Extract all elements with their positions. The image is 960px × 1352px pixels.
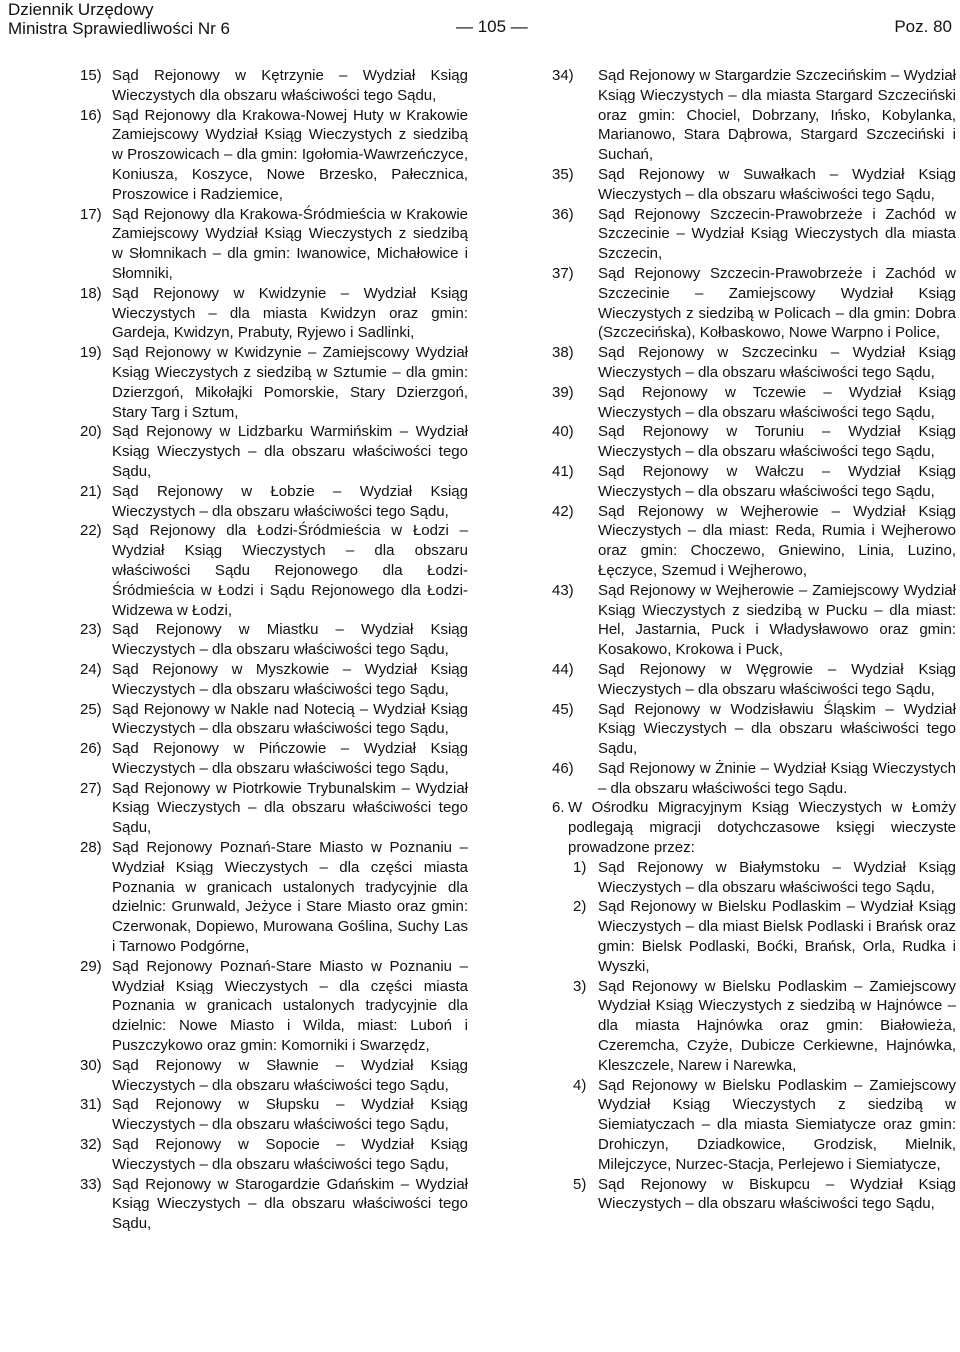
list-item	[80, 838, 468, 957]
item-text: Sąd Rejonowy w Suwałkach – Wydział Ksiąg Wieczystych – dla obszaru właściwości tego Sądu,	[598, 165, 956, 203]
item-text: Sąd Rejonowy w Sławnie – Wydział Ksiąg Wieczystych – dla obszaru właściwości tego Sądu,	[112, 1056, 468, 1094]
item-text: Sąd Rejonowy w Wodzisławiu Śląskim – Wydział Ksiąg Wieczystych – dla obszaru właściwości tego Sądu,	[598, 700, 956, 758]
list-item	[552, 581, 956, 660]
item-text: Sąd Rejonowy w Bielsku Podlaskim – Zamiejscowy Wydział Ksiąg Wieczystych z siedzibą w Siemiatyczach – dla miasta Siemiatycze oraz gmin: Drohiczyn, Dziadkowice, Grodzisk, Mielnik, Milejczyce, Nurzec-Stacja, Perlejewo i Siemiatycze,	[598, 1076, 956, 1173]
list-item	[552, 462, 956, 502]
list-item	[552, 502, 956, 581]
list-item	[80, 1175, 468, 1234]
left-column	[80, 66, 468, 1234]
item-text: Sąd Rejonowy w Kętrzynie – Wydział Ksiąg Wieczystych dla obszaru właściwości tego Sądu,	[112, 67, 468, 104]
item-number: 19)	[80, 344, 102, 362]
item-number: 5)	[573, 1175, 587, 1193]
item-number: 31)	[80, 1096, 102, 1114]
item-number: 34)	[552, 67, 574, 84]
item-text: Sąd Rejonowy w Bielsku Podlaskim – Zamiejscowy Wydział Ksiąg Wieczystych z siedzibą w Hajnówce – dla miasta Hajnówka oraz gmin: Białowieża, Czeremcha, Czyże, Dubicze Cerkiewne, Hajnówka, Kleszczele, Narew i Narewka,	[598, 977, 956, 1074]
list-item	[80, 1095, 468, 1135]
item-text: Sąd Rejonowy w Tczewie – Wydział Ksiąg Wieczystych – dla obszaru właściwości tego Sądu,	[598, 383, 956, 421]
list-item	[80, 284, 468, 343]
list-item	[552, 165, 956, 205]
item-text: Sąd Rejonowy Poznań-Stare Miasto w Poznaniu – Wydział Ksiąg Wieczystych – dla części miasta Poznania w granicach ustalonych tradycyjnie dla dzielnic: Grunwald, Jeżyce i Stare Miasto oraz gmin: Czerwonak, Dopiewo, Murowana Goślina, Suchy Las i Tarnowo Podgórne,	[112, 839, 468, 956]
item-text: Sąd Rejonowy w Bielsku Podlaskim – Wydział Ksiąg Wieczystych – dla miast Bielsk Podlaski i Brańsk oraz gmin: Bielsk Podlaski, Boćki, Brańsk, Orla, Rudka i Wyszki,	[598, 898, 956, 975]
item-text: Sąd Rejonowy w Sopocie – Wydział Ksiąg Wieczystych – dla obszaru właściwości tego Sądu,	[112, 1136, 468, 1173]
item-text: Sąd Rejonowy w Wałczu – Wydział Ksiąg Wieczystych – dla obszaru właściwości tego Sądu,	[598, 462, 956, 500]
journal-title: Dziennik Urzędowy	[8, 0, 154, 19]
list-item	[80, 521, 468, 620]
item-number: 44)	[552, 660, 574, 678]
item-number: 3)	[573, 977, 587, 995]
item-number: 24)	[80, 660, 102, 678]
item-text: Sąd Rejonowy dla Krakowa-Śródmieścia w Krakowie Zamiejscowy Wydział Ksiąg Wieczystych z siedzibą w Słomnikach – dla gmin: Iwanowice, Michałowice i Słomniki,	[112, 205, 468, 282]
list-item	[80, 700, 468, 740]
item-number: 28)	[80, 839, 102, 857]
item-text: Sąd Rejonowy w Miastku – Wydział Ksiąg Wieczystych – dla obszaru właściwości tego Sądu,	[112, 621, 468, 659]
section-number: 6.	[552, 799, 565, 817]
list-item	[80, 422, 468, 481]
item-text: Sąd Rejonowy w Lidzbarku Warmińskim – Wydział Ksiąg Wieczystych – dla obszaru właściwości tego Sądu,	[112, 423, 468, 480]
list-item	[80, 66, 468, 106]
list-item	[552, 343, 956, 383]
item-number: 42)	[552, 502, 574, 520]
list-item	[80, 957, 468, 1056]
item-number: 16)	[80, 106, 102, 124]
list-item	[80, 620, 468, 660]
list-item	[552, 383, 956, 423]
item-number: 35)	[552, 165, 574, 183]
list-item	[552, 759, 956, 799]
item-number: 1)	[573, 858, 587, 876]
item-number: 46)	[552, 759, 574, 777]
item-number: 21)	[80, 482, 102, 500]
item-number: 29)	[80, 957, 102, 975]
list-item	[80, 106, 468, 205]
item-number: 22)	[80, 522, 102, 540]
item-text: Sąd Rejonowy Szczecin-Prawobrzeże i Zachód w Szczecinie – Wydział Ksiąg Wieczystych dla miasta Szczecin,	[598, 205, 956, 263]
item-number: 39)	[552, 383, 574, 401]
item-number: 32)	[80, 1136, 102, 1154]
item-number: 17)	[80, 205, 102, 223]
item-number: 38)	[552, 344, 574, 362]
list-item	[552, 1175, 956, 1215]
item-number: 2)	[573, 898, 587, 916]
list-item	[552, 422, 956, 462]
item-text: Sąd Rejonowy w Myszkowie – Wydział Ksiąg Wieczystych – dla obszaru właściwości tego Sądu,	[112, 660, 468, 698]
section-heading	[552, 798, 956, 857]
item-number: 4)	[573, 1076, 587, 1094]
item-number: 20)	[80, 423, 102, 441]
list-item	[80, 205, 468, 284]
list-item	[80, 1056, 468, 1096]
item-number: 45)	[552, 700, 574, 718]
item-text: Sąd Rejonowy w Kwidzynie – Wydział Ksiąg Wieczystych – dla miasta Kwidzyn oraz gmin: Gardeja, Kwidzyn, Prabuty, Ryjewo i Sadlinki,	[112, 284, 468, 342]
item-number: 25)	[80, 700, 102, 718]
list-item	[552, 858, 956, 898]
item-text: Sąd Rejonowy Szczecin-Prawobrzeże i Zachód w Szczecinie – Zamiejscowy Wydział Ksiąg Wieczystych z siedzibą w Policach – dla gmin: Dobra (Szczecińska), Kołbaskowo, Nowe Warpno i Police,	[598, 264, 956, 342]
item-number: 40)	[552, 423, 574, 441]
item-number: 15)	[80, 67, 102, 84]
section-text: W Ośrodku Migracyjnym Ksiąg Wieczystych w Łomży podlegają migracji dotychczasowe księgi wieczyste prowadzone przez:	[568, 799, 956, 857]
item-text: Sąd Rejonowy w Szczecinku – Wydział Ksiąg Wieczystych – dla obszaru właściwości tego Sądu,	[598, 344, 956, 381]
item-text: Sąd Rejonowy Poznań-Stare Miasto w Poznaniu – Wydział Ksiąg Wieczystych – dla części miasta Poznania w granicach ustalonych tradycyjnie dla dzielnic: Nowe Miasto i Wilda, miast: Luboń i Puszczykowo oraz gmin: Komorniki i Swarzędz,	[112, 957, 468, 1055]
item-number: 27)	[80, 779, 102, 797]
item-number: 41)	[552, 462, 574, 480]
item-number: 30)	[80, 1056, 102, 1074]
list-item	[552, 205, 956, 264]
item-text: Sąd Rejonowy w Toruniu – Wydział Ksiąg Wieczystych – dla obszaru właściwości tego Sądu,	[598, 423, 956, 461]
item-number: 26)	[80, 740, 102, 758]
item-number: 36)	[552, 205, 574, 223]
item-text: Sąd Rejonowy w Kwidzynie – Zamiejscowy Wydział Ksiąg Wieczystych z siedzibą w Sztumie – dla gmin: Dzierzgoń, Mikołajki Pomorskie, Stary Dzierzgoń, Stary Targ i Sztum,	[112, 344, 468, 421]
item-text: Sąd Rejonowy w Pińczowie – Wydział Ksiąg Wieczystych – dla obszaru właściwości tego Sądu,	[112, 740, 468, 777]
item-text: Sąd Rejonowy w Słupsku – Wydział Ksiąg Wieczystych – dla obszaru właściwości tego Sądu,	[112, 1096, 468, 1134]
list-item	[552, 66, 956, 165]
item-text: Sąd Rejonowy dla Łodzi-Śródmieścia w Łodzi – Wydział Ksiąg Wieczystych – dla obszaru właściwości Sądu Rejonowego dla Łodzi-Śródmieścia w Łodzi i Sądu Rejonowego dla Łodzi-Widzewa w Łodzi,	[112, 522, 468, 619]
list-item	[80, 482, 468, 522]
item-text: Sąd Rejonowy w Żninie – Wydział Ksiąg Wieczystych – dla obszaru właściwości tego Sądu.	[598, 759, 956, 797]
list-item	[552, 977, 956, 1076]
list-item	[80, 739, 468, 779]
item-text: Sąd Rejonowy w Węgrowie – Wydział Ksiąg Wieczystych – dla obszaru właściwości tego Sądu,	[598, 660, 956, 698]
item-number: 23)	[80, 621, 102, 639]
right-column	[552, 66, 956, 1214]
item-text: Sąd Rejonowy w Wejherowie – Zamiejscowy Wydział Ksiąg Wieczystych z siedzibą w Pucku – dla miast: Hel, Jastarnia, Puck i Władysławowo oraz gmin: Kosakowo, Krokowa i Puck,	[598, 581, 956, 659]
list-item	[552, 1076, 956, 1175]
item-text: Sąd Rejonowy w Stargardzie Szczecińskim – Wydział Ksiąg Wieczystych – dla miasta Stargard Szczeciński oraz gmin: Chociel, Dobrzany, Ińsko, Kobylanka, Marianowo, Stara Dąbrowa, Stargard Szczeciński i Suchań,	[598, 67, 956, 164]
item-number: 37)	[552, 264, 574, 282]
list-item	[80, 779, 468, 838]
item-text: Sąd Rejonowy w Białymstoku – Wydział Ksiąg Wieczystych – dla obszaru właściwości tego Sądu,	[598, 858, 956, 896]
item-text: Sąd Rejonowy dla Krakowa-Nowej Huty w Krakowie Zamiejscowy Wydział Ksiąg Wieczystych z siedzibą w Proszowicach – dla gmin: Igołomia-Wawrzeńczyce, Koniusza, Koszyce, Nowe Brzesko, Pałecznica, Proszowice i Radziemice,	[112, 106, 468, 203]
item-number: 43)	[552, 581, 574, 599]
list-item	[552, 660, 956, 700]
item-text: Sąd Rejonowy w Wejherowie – Wydział Ksiąg Wieczystych – dla miast: Reda, Rumia i Wejherowo oraz gmin: Choczewo, Gniewino, Linia, Luzino, Łęczyce, Szemud i Wejherowo,	[598, 502, 956, 579]
item-text: Sąd Rejonowy w Nakle nad Notecią – Wydział Ksiąg Wieczystych – dla obszaru właściwości tego Sądu,	[112, 700, 468, 738]
list-item	[80, 343, 468, 422]
ministry-name: Ministra Sprawiedliwości Nr 6	[8, 19, 231, 38]
item-number: 18)	[80, 284, 102, 302]
list-item	[552, 897, 956, 976]
list-item	[80, 1135, 468, 1175]
item-text: Sąd Rejonowy w Piotrkowie Trybunalskim – Wydział Ksiąg Wieczystych – dla obszaru właściwości tego Sądu,	[112, 779, 468, 837]
page-number: — 105 —	[456, 17, 528, 36]
item-text: Sąd Rejonowy w Starogardzie Gdańskim – Wydział Ksiąg Wieczystych – dla obszaru właściwości tego Sądu,	[112, 1175, 468, 1233]
list-item	[80, 660, 468, 700]
item-text: Sąd Rejonowy w Biskupcu – Wydział Ksiąg Wieczystych – dla obszaru właściwości tego Sądu,	[598, 1175, 956, 1213]
item-text: Sąd Rejonowy w Łobzie – Wydział Ksiąg Wieczystych – dla obszaru właściwości tego Sądu,	[112, 482, 468, 520]
list-item	[552, 264, 956, 343]
list-item	[552, 700, 956, 759]
page-header	[8, 0, 952, 44]
item-number: 33)	[80, 1175, 102, 1193]
position-number: Poz. 80	[894, 17, 952, 36]
journal-title-block	[8, 0, 230, 38]
